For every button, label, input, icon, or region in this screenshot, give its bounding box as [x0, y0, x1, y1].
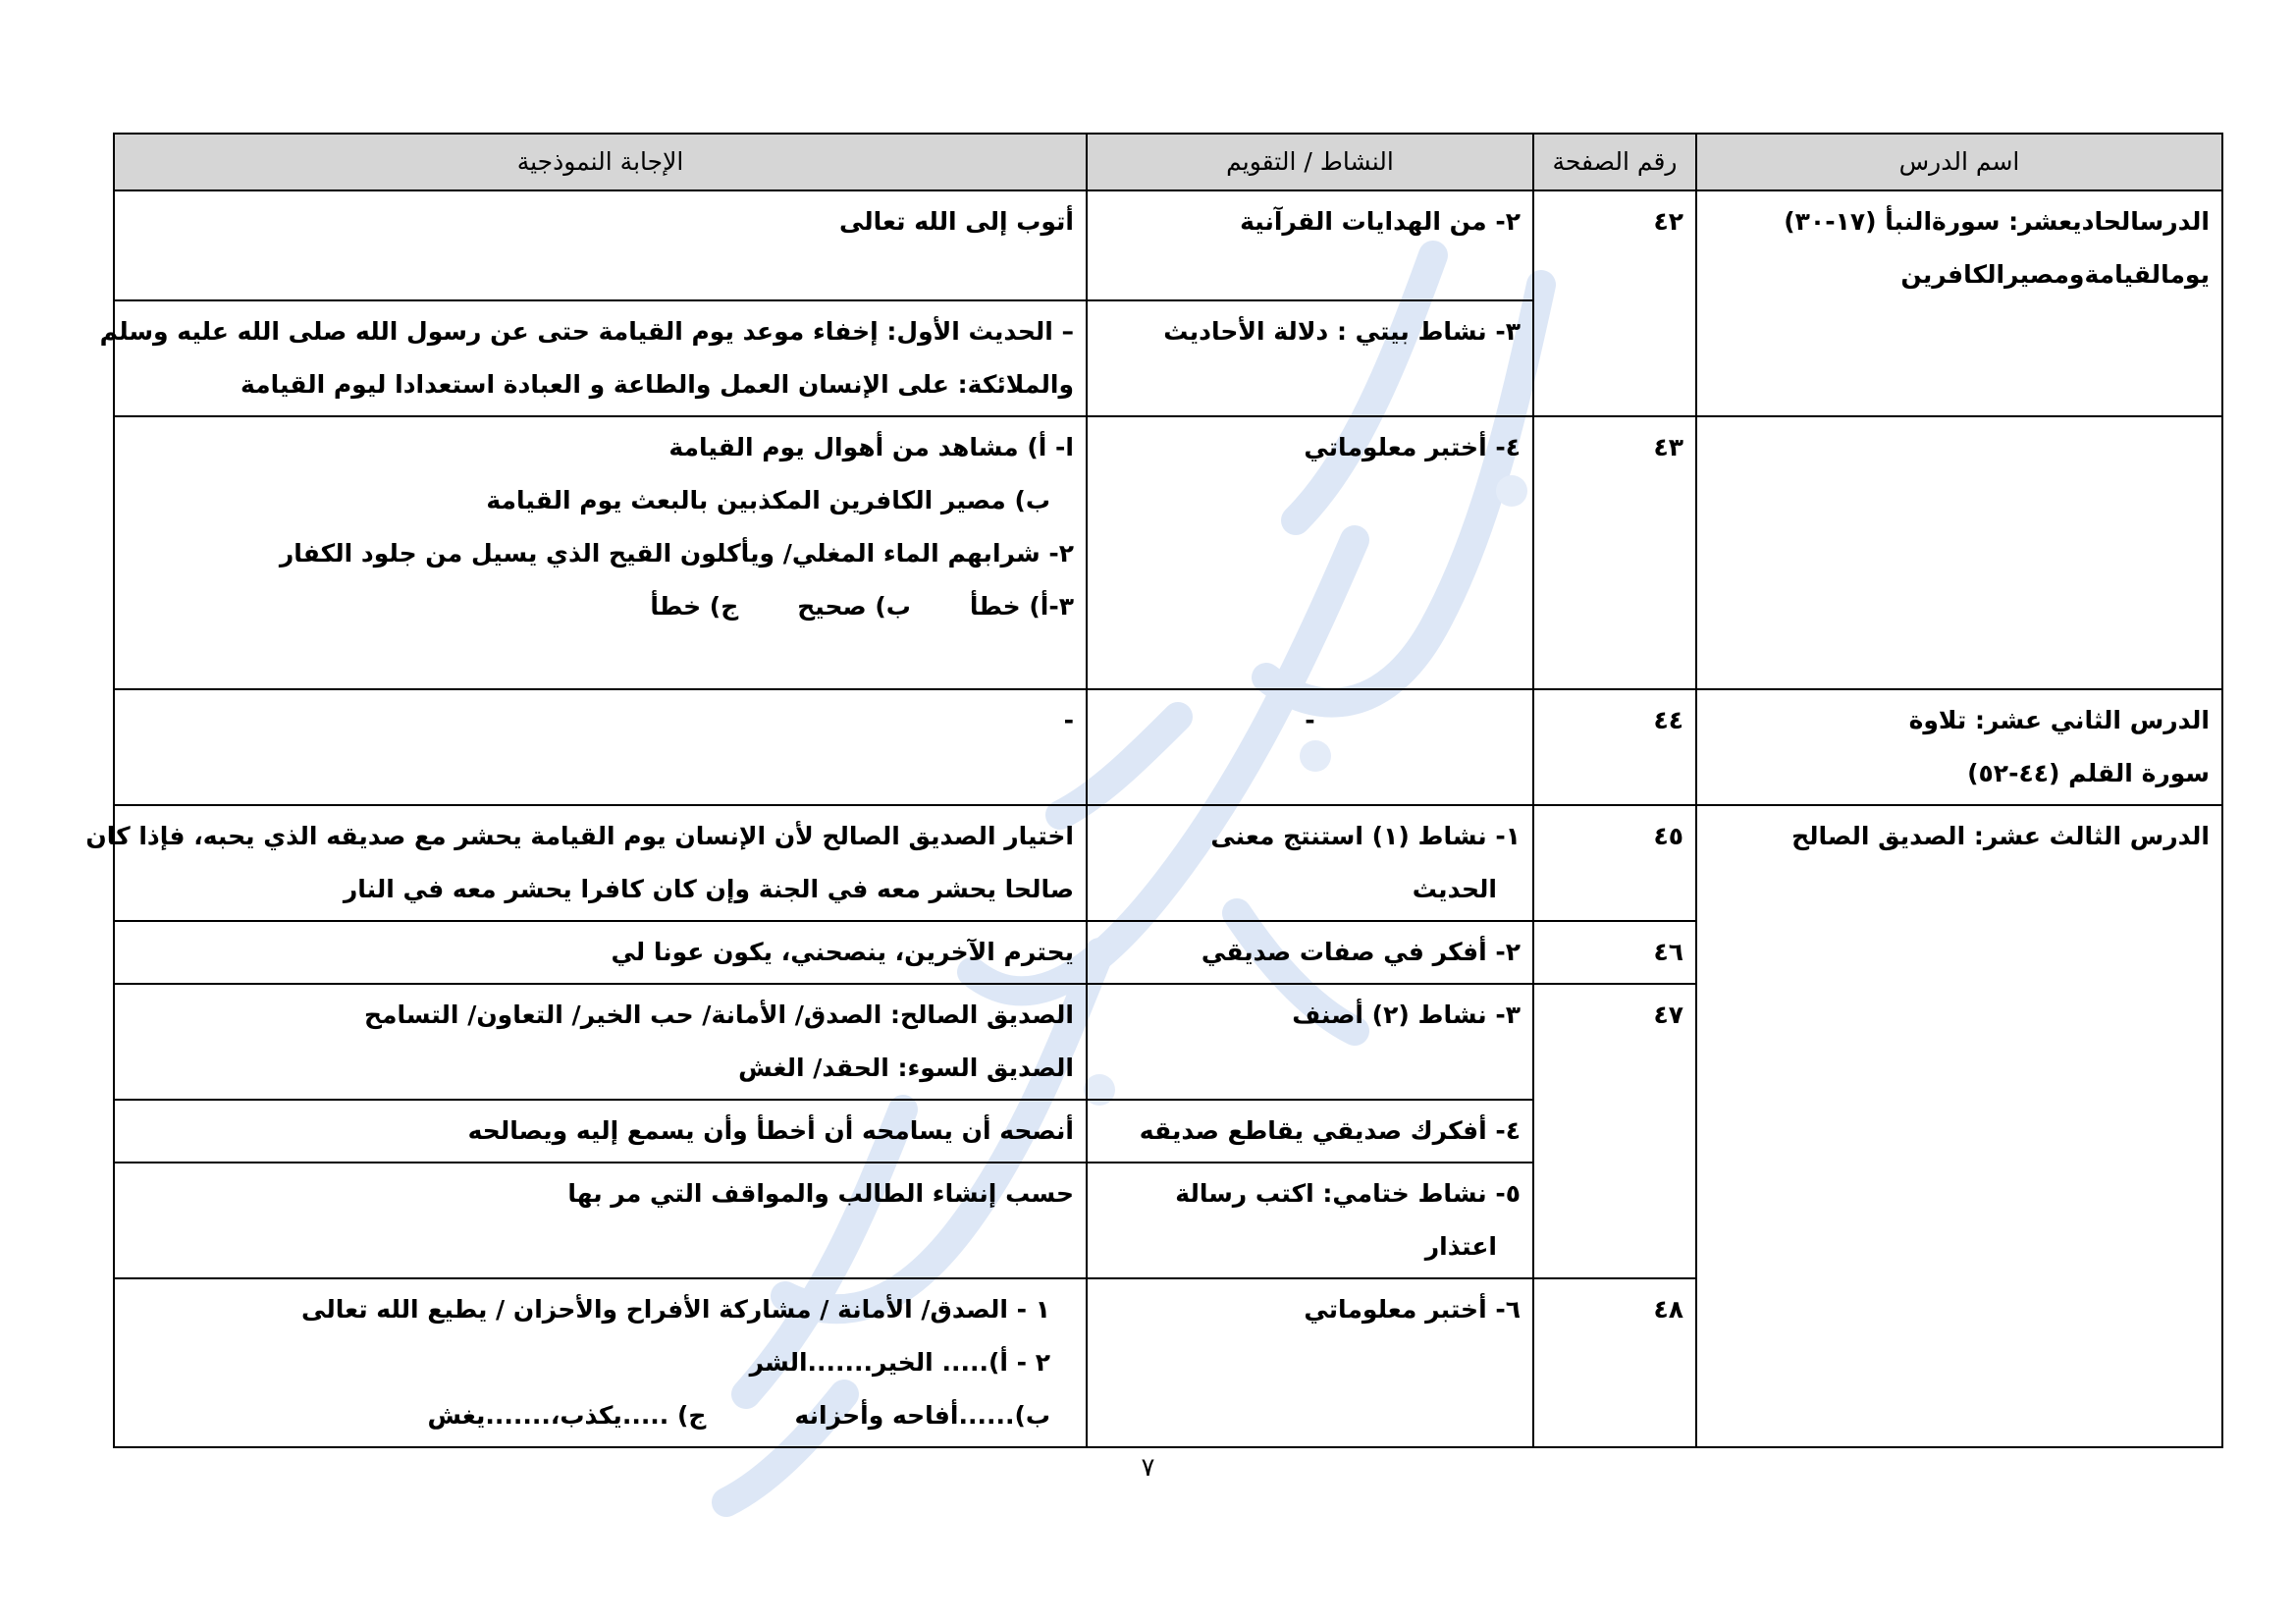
activity-text: ٤- أختبر معلوماتي [1304, 433, 1521, 461]
page-number: ٧ [1141, 1453, 1155, 1483]
activity-text: ٥- نشاط ختامي: اكتب رسالة [1175, 1179, 1521, 1208]
answer-cell [114, 921, 1087, 984]
page-cell: ٤٣ [1533, 416, 1696, 689]
answer-fill-line [127, 1389, 1074, 1442]
answer-tf-c: ج) خطأ [650, 592, 739, 621]
activity-text: ٢- أفكر في صفات صديقي [1201, 938, 1521, 966]
answer-text: - [1063, 706, 1074, 734]
page-cell: ٤٢ [1533, 190, 1696, 416]
activity-text: ٣- نشاط بيتي : دلالة الأحاديث [1163, 317, 1521, 346]
answer-fill-b: ب)......أفاحه وأحزانه [794, 1401, 1050, 1430]
answer-text: الصديق الصالح: الصدق/ الأمانة/ حب الخير/ التعاون/ التسامح [364, 1001, 1074, 1029]
lesson-title: الدرس الثاني عشر: تلاوة [1908, 706, 2210, 734]
page-cell: ٤٨ [1533, 1278, 1696, 1447]
answer-text: يحترم الآخرين، ينصحني، يكون عونا لي [611, 938, 1074, 966]
answer-cell [114, 190, 1087, 300]
activity-text: ٤- أفكرك صديقي يقاطع صديقه [1139, 1116, 1521, 1145]
answer-text: أنصحه أن يسامحه أن أخطأ وأن يسمع إليه ويصالحه [467, 1116, 1074, 1145]
activity-cell [1087, 921, 1533, 984]
activity-text: ٦- أختبر معلوماتي [1304, 1295, 1521, 1324]
activity-cell [1087, 1163, 1533, 1278]
answer-text: الصديق السوء: الحقد/ الغش [738, 1054, 1074, 1082]
activity-cell [1087, 805, 1533, 921]
activity-text: ١- نشاط (١) استنتج معنى [1210, 822, 1521, 850]
answer-text: أتوب إلى الله تعالى [838, 207, 1074, 236]
activity-text: ٢- من الهدايات القرآنية [1240, 207, 1521, 236]
activity-text: - [1305, 706, 1315, 734]
lesson-cell [1696, 805, 2222, 1447]
header-page: رقم الصفحة [1533, 134, 1696, 190]
lessons-table [85, 133, 2223, 1448]
answer-fill-c: ج) .....يكذب،.......يغش [427, 1401, 707, 1430]
answer-cell [114, 416, 1087, 689]
answer-cell [114, 984, 1087, 1100]
page-cell: ٤٤ [1533, 689, 1696, 805]
page-cell: ٤٧ [1533, 984, 1696, 1278]
answer-text: ب) مصير الكافرين المكذبين بالبعث يوم القيامة [486, 486, 1050, 514]
activity-cell [1087, 300, 1533, 416]
activity-text: الحديث [1412, 875, 1497, 903]
activity-cell [1087, 190, 1533, 300]
table-row [114, 190, 2222, 300]
header-answer: الإجابة النموذجية [114, 134, 1087, 190]
answer-text: والملائكة: على الإنسان العمل والطاعة و العبادة استعدادا ليوم القيامة [240, 370, 1074, 399]
lesson-subtitle: يومالقيامةومصيرالكافرين [1900, 260, 2210, 289]
lesson-subtitle: سورة القلم (٤٤-٥٢) [1967, 759, 2210, 787]
answer-text: صالحا يحشر معه في الجنة وإن كان كافرا يحشر معه في النار [343, 875, 1074, 903]
lesson-title: الدرس الثالث عشر: الصديق الصالح [1791, 822, 2210, 850]
answer-cell [114, 1100, 1087, 1163]
answer-text: ٢- شرابهم الماء المغلي/ ويأكلون القيح الذي يسيل من جلود الكفار [279, 539, 1074, 568]
answer-text: اختيار الصديق الصالح لأن الإنسان يوم القيامة يحشر مع صديقه الذي يحبه، فإذا كان [85, 822, 1074, 850]
page-cell: ٤٥ [1533, 805, 1696, 921]
lesson-cell [1696, 416, 2222, 689]
activity-cell [1087, 689, 1533, 805]
header-row [114, 134, 2222, 190]
answer-cell [85, 805, 1087, 921]
answer-text: حسب إنشاء الطالب والمواقف التي مر بها [567, 1179, 1074, 1208]
activity-cell [1087, 1278, 1533, 1447]
table-row [114, 689, 2222, 805]
lesson-cell [1696, 689, 2222, 805]
header-lesson: اسم الدرس [1696, 134, 2222, 190]
activity-text: ٣- نشاط (٢) أصنف [1292, 1001, 1521, 1029]
answer-tf-b: ب) صحيح [797, 592, 911, 621]
header-activity: النشاط / التقويم [1087, 134, 1533, 190]
activity-cell [1087, 416, 1533, 689]
answer-tf-line [127, 580, 1074, 633]
answer-cell [99, 300, 1087, 416]
answer-cell [114, 1163, 1087, 1278]
answer-cell [114, 689, 1087, 805]
answer-text: ٢ - أ)..... الخير.......الشر [749, 1348, 1050, 1377]
answer-text: – الحديث الأول: إخفاء موعد يوم القيامة حتى عن رسول الله صلى الله عليه وسلم [99, 317, 1074, 346]
answer-cell [114, 1278, 1087, 1447]
activity-text: اعتذار [1424, 1232, 1497, 1261]
lesson-title: الدرسالحاديعشر: سورةالنبأ (١٧-٣٠) [1784, 207, 2210, 236]
answer-text: ا- أ) مشاهد من أهوال يوم القيامة [668, 433, 1074, 461]
activity-cell [1087, 1100, 1533, 1163]
answer-text: ١ - الصدق/ الأمانة / مشاركة الأفراح والأحزان / يطيع الله تعالى [301, 1295, 1050, 1324]
page-cell: ٤٦ [1533, 921, 1696, 984]
table-row [114, 416, 2222, 689]
activity-cell [1087, 984, 1533, 1100]
answer-tf-a: ٣-أ) خطأ [969, 592, 1074, 621]
lesson-cell [1696, 190, 2222, 416]
table-row [114, 805, 2222, 921]
